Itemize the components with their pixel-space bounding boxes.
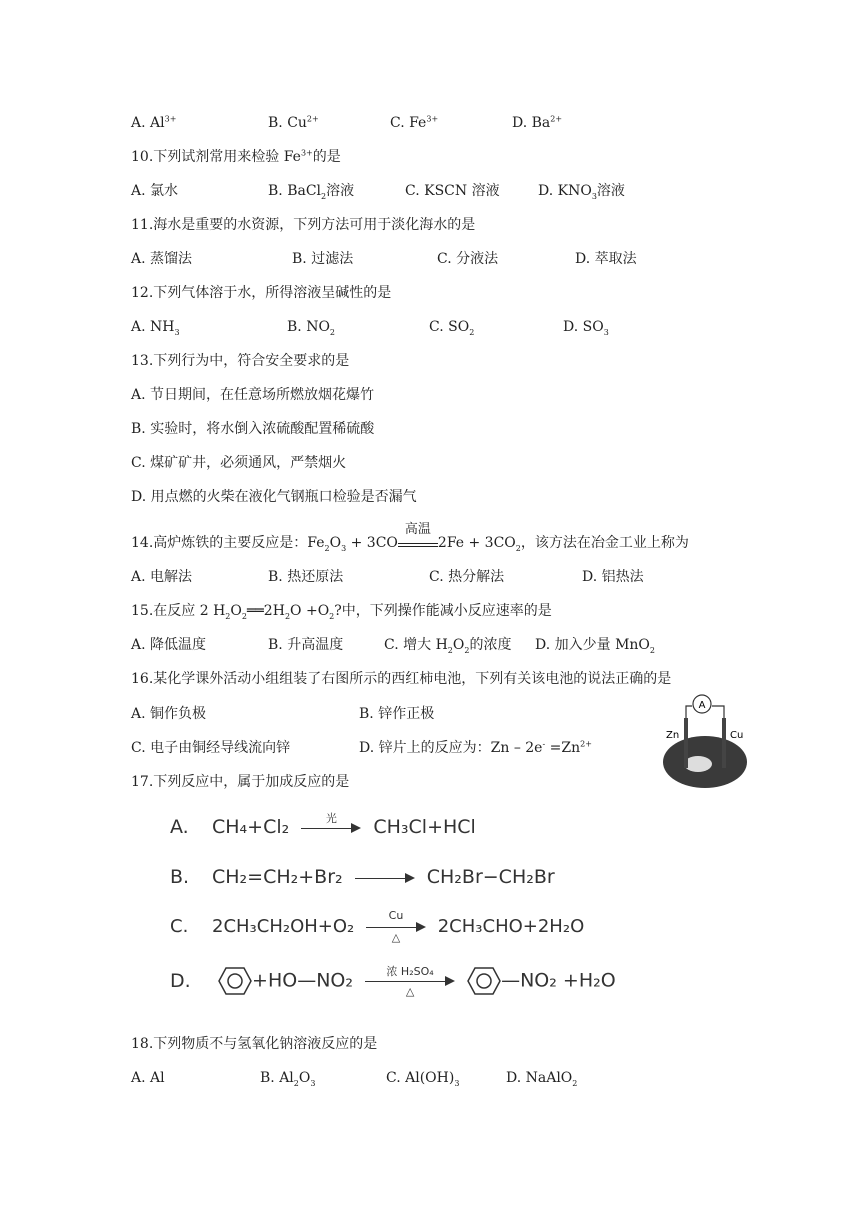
q17-option-b: B. CH₂=CH₂+Br₂ CH₂Br−CH₂Br: [170, 866, 555, 888]
q18-stem: 18.下列物质不与氢氧化钠溶液反应的是: [131, 1036, 378, 1052]
q10-option-c: C. KSCN 溶液: [405, 183, 500, 199]
reaction-arrow: Cu △: [366, 917, 426, 937]
ammeter-label: A: [698, 700, 706, 711]
q11-option-b: B. 过滤法: [292, 251, 354, 267]
reaction-arrow: [355, 868, 415, 888]
q11-option-c: C. 分液法: [437, 251, 499, 267]
copper-electrode: [722, 718, 726, 768]
q15-option-b: B. 升高温度: [268, 637, 344, 653]
q11-stem: 11.海水是重要的水资源，下列方法可用于淡化海水的是: [131, 217, 476, 233]
q16-option-b: B. 锌作正极: [359, 706, 435, 722]
tomato-flesh: [684, 756, 712, 772]
q10-option-b: B. BaCl$_2$溶液: [268, 183, 355, 201]
q11-option-a: A. 蒸馏法: [131, 251, 193, 267]
q13-option-a: A. 节日期间，在任意场所燃放烟花爆竹: [131, 387, 375, 403]
q15-stem: 15.在反应 2 $H_2O_2══2H_2O +O_2$?中，下列操作能减小反应速率的是: [131, 603, 552, 621]
q17-reactions: [170, 810, 730, 1010]
q11-option-d: D. 萃取法: [575, 251, 637, 267]
q17-option-a: A. CH₄+Cl₂ 光 CH₃Cl+HCl: [170, 811, 476, 838]
q10-stem: 10.下列试剂常用来检验 $Fe^{3+}$的是: [131, 148, 341, 165]
benzene-ring-icon: [467, 966, 501, 996]
q12-option-b: B. $NO_2$: [287, 319, 336, 337]
q9-option-c: C. $Fe^{3+}$: [390, 114, 439, 131]
q16-option-c: C. 电子由铜经导线流向锌: [131, 740, 291, 756]
q14-option-d: D. 铝热法: [582, 569, 644, 585]
q14-option-c: C. 热分解法: [429, 569, 505, 585]
q15-option-c: C. 增大 $H_2O_2$的浓度: [384, 637, 512, 655]
q14-option-a: A. 电解法: [131, 569, 193, 585]
q18-option-c: C. $Al(OH)_3$: [386, 1070, 460, 1088]
q17-stem: 17.下列反应中，属于加成反应的是: [131, 774, 350, 790]
reaction-arrow: 浓 H₂SO₄ △: [365, 971, 455, 991]
q17-option-c: C. 2CH₃CH₂OH+O₂ Cu △ 2CH₃CHO+2H₂O: [170, 909, 585, 944]
q16-stem: 16.某化学课外活动小组组装了右图所示的西红柿电池，下列有关该电池的说法正确的是: [131, 671, 672, 687]
q13-option-b: B. 实验时，将水倒入浓硫酸配置稀硫酸: [131, 421, 375, 437]
q9-option-d: D. $Ba^{2+}$: [512, 114, 563, 131]
q10-option-a: A. 氯水: [131, 183, 179, 199]
q12-option-d: D. $SO_3$: [563, 319, 609, 337]
reaction-condition: 高温: [398, 535, 438, 547]
q16-option-a: A. 铜作负极: [131, 706, 207, 722]
q10-option-d: D. $KNO_3$溶液: [538, 183, 625, 201]
q18-option-b: B. $Al_2O_3$: [260, 1070, 316, 1088]
q18-option-a: A. Al: [131, 1070, 165, 1086]
q9-option-b: B. $Cu^{2+}$: [268, 114, 319, 131]
q14-stem: 14.高炉炼铁的主要反应是：$Fe_2O_3 + 3CO$ 高温 $2Fe + 3CO_2$，该方法在冶金工业上称为: [131, 522, 689, 553]
q15-option-a: A. 降低温度: [131, 637, 207, 653]
q12-option-a: A. $NH_3$: [131, 319, 180, 337]
q12-option-c: C. $SO_2$: [429, 319, 475, 337]
reaction-arrow: 光: [301, 818, 361, 838]
q12-stem: 12.下列气体溶于水，所得溶液呈碱性的是: [131, 285, 392, 301]
q14-option-b: B. 热还原法: [268, 569, 344, 585]
zinc-electrode: [684, 718, 688, 768]
q18-option-d: D. NaAlO$_2$: [506, 1070, 578, 1088]
q13-stem: 13.下列行为中，符合安全要求的是: [131, 353, 350, 369]
cu-label: Cu: [730, 730, 744, 741]
q13-option-c: C. 煤矿矿井，必须通风，严禁烟火: [131, 455, 347, 471]
q15-option-d: D. 加入少量 MnO$_2$: [535, 637, 655, 655]
q13-option-d: D. 用点燃的火柴在液化气钢瓶口检验是否漏气: [131, 489, 417, 505]
zn-label: Zn: [666, 730, 680, 741]
benzene-ring-icon: [218, 966, 252, 996]
tomato-battery-figure: [660, 690, 760, 790]
q9-option-a: A. $Al^{3+}$: [131, 114, 177, 131]
q17-option-d: D. +HO—NO₂ 浓 H₂SO₄ △ —NO₂ +H₂O: [170, 965, 616, 998]
q16-option-d: D. 锌片上的反应为：$Zn - 2e^- =Zn^{2+}$: [359, 739, 592, 756]
